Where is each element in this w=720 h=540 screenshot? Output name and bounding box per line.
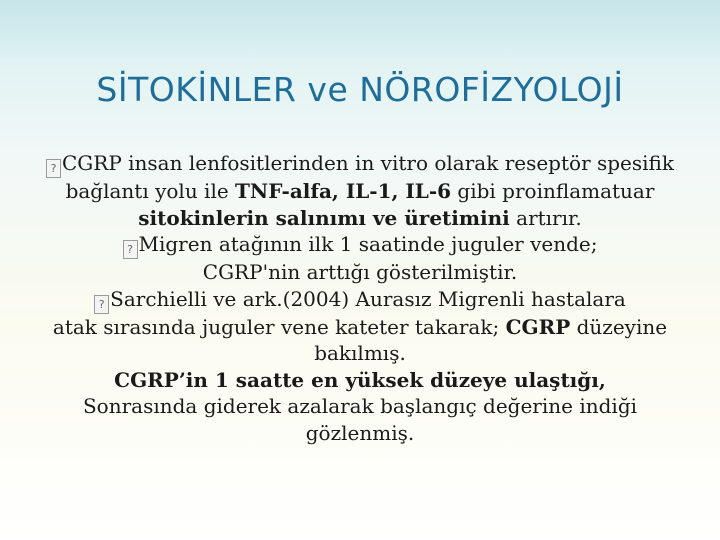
text-segment: bağlantı yolu ile xyxy=(65,179,236,203)
text-segment: bakılmış. xyxy=(314,341,406,365)
text-segment: düzeyine xyxy=(570,314,668,339)
bold-text-segment: CGRP xyxy=(505,314,571,339)
top-gradient-band xyxy=(0,0,720,60)
text-segment: Sarchielli ve ark.(2004) Aurasız Migrenli hastalara xyxy=(110,286,626,311)
text-segment: Migren atağının ilk 1 saatinde juguler vende; xyxy=(138,232,598,256)
missing-glyph-bullet-icon: ? xyxy=(94,295,109,314)
body-line xyxy=(26,420,694,447)
missing-glyph-bullet-icon: ? xyxy=(46,159,61,178)
text-segment: CGRP'nin arttığı gösterilmiştir. xyxy=(202,260,518,284)
body-line xyxy=(26,231,694,259)
bold-text-segment: CGRP’in 1 saatte en yüksek düzeye ulaştığı, xyxy=(114,367,606,392)
body-line xyxy=(26,367,694,394)
body-line xyxy=(26,259,694,286)
bold-text-segment: sitokinlerin salınımı ve üretimini xyxy=(138,205,510,230)
body-line xyxy=(26,150,694,178)
bold-text-segment: TNF-alfa, IL-1, IL-6 xyxy=(235,179,452,203)
body-line xyxy=(26,205,694,232)
body-line xyxy=(26,178,694,205)
body-line xyxy=(26,286,694,314)
body-line xyxy=(26,340,694,367)
text-segment: gözlenmiş. xyxy=(305,420,415,445)
text-segment: atak sırasında juguler vene kateter takarak; xyxy=(52,314,506,339)
missing-glyph-bullet-icon: ? xyxy=(123,240,138,259)
body-line xyxy=(26,314,694,341)
text-segment: Sonrasında giderek azalarak başlangıç değerine indiği xyxy=(82,394,638,418)
text-segment: gibi proinflamatuar xyxy=(451,179,655,203)
slide-title: SİTOKİNLER ve NÖROFİZYOLOJİ xyxy=(96,70,624,109)
text-segment: artırır. xyxy=(509,205,582,230)
slide-body xyxy=(26,150,694,446)
body-line xyxy=(26,393,694,420)
text-segment: CGRP insan lenfositlerinden in vitro olarak reseptör spesifik xyxy=(61,151,675,175)
